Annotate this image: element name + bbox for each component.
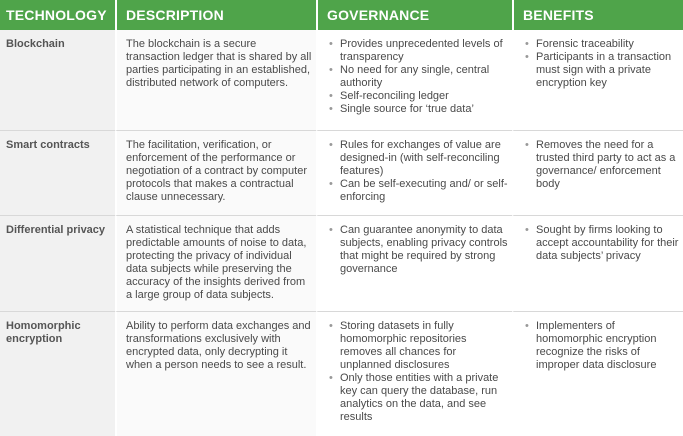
benefits-item: • Removes the need for a trusted third party to act as a governance/ enforcement body (523, 139, 679, 191)
table-row-differential-privacy (0, 216, 683, 312)
benefits-list (523, 38, 679, 90)
benefits-cell (512, 131, 683, 216)
governance-cell (316, 131, 512, 216)
description-cell: The blockchain is a secure transaction ledger that is shared by all parties participating in an established, distributed network of computers. (115, 30, 316, 131)
governance-item: • Can be self-executing and/ or self-enforcing (327, 178, 508, 204)
header-benefits: BENEFITS (512, 0, 683, 30)
benefits-item: • Implementers of homomorphic encryption recognize the risks of improper data disclosure (523, 320, 679, 372)
governance-item: • Rules for exchanges of value are designed-in (with self-reconciling features) (327, 139, 508, 178)
benefits-item: • Participants in a transaction must sign with a private encryption key (523, 51, 679, 90)
governance-list (327, 320, 508, 424)
description-cell: A statistical technique that adds predictable amounts of noise to data, protecting the privacy of individual data subjects while preserving the accuracy of the insights derived from a large group of data subjects. (115, 216, 316, 312)
governance-item: • Self-reconciling ledger (327, 90, 508, 103)
header-description: DESCRIPTION (115, 0, 316, 30)
governance-item: • Only those entities with a private key can query the database, run analytics on the data, and see results (327, 372, 508, 424)
benefits-cell (512, 312, 683, 436)
governance-item: • No need for any single, central authority (327, 64, 508, 90)
governance-list (327, 38, 508, 116)
description-cell: Ability to perform data exchanges and transformations exclusively with encrypted data, only decrypting it when a person needs to see a result. (115, 312, 316, 436)
benefits-cell (512, 30, 683, 131)
table-row-blockchain (0, 30, 683, 131)
technology-cell: Differential privacy (0, 216, 115, 312)
benefits-item: • Forensic traceability (523, 38, 679, 51)
governance-cell (316, 312, 512, 436)
benefits-list (523, 320, 679, 372)
technology-cell: Smart contracts (0, 131, 115, 216)
governance-item: • Single source for ‘true data’ (327, 103, 508, 116)
table-row-smart-contracts (0, 131, 683, 216)
benefits-list (523, 139, 679, 191)
governance-cell (316, 30, 512, 131)
header-row (0, 0, 683, 30)
governance-item: • Storing datasets in fully homomorphic repositories removes all chances for unplanned disclosures (327, 320, 508, 372)
benefits-list (523, 224, 679, 263)
description-cell: The facilitation, verification, or enforcement of the performance or negotiation of a contract by computer protocols that makes a contractual clause unnecessary. (115, 131, 316, 216)
governance-list (327, 224, 508, 276)
header-technology: TECHNOLOGY (0, 0, 115, 30)
header-governance: GOVERNANCE (316, 0, 512, 30)
benefits-cell (512, 216, 683, 312)
benefits-item: • Sought by firms looking to accept accountability for their data subjects’ privacy (523, 224, 679, 263)
governance-cell (316, 216, 512, 312)
table-row-homomorphic-encryption (0, 312, 683, 436)
technology-cell: Blockchain (0, 30, 115, 131)
governance-item: • Can guarantee anonymity to data subjects, enabling privacy controls that might be required by strong governance (327, 224, 508, 276)
governance-list (327, 139, 508, 204)
technology-cell: Homomorphic encryption (0, 312, 115, 436)
governance-item: • Provides unprecedented levels of transparency (327, 38, 508, 64)
